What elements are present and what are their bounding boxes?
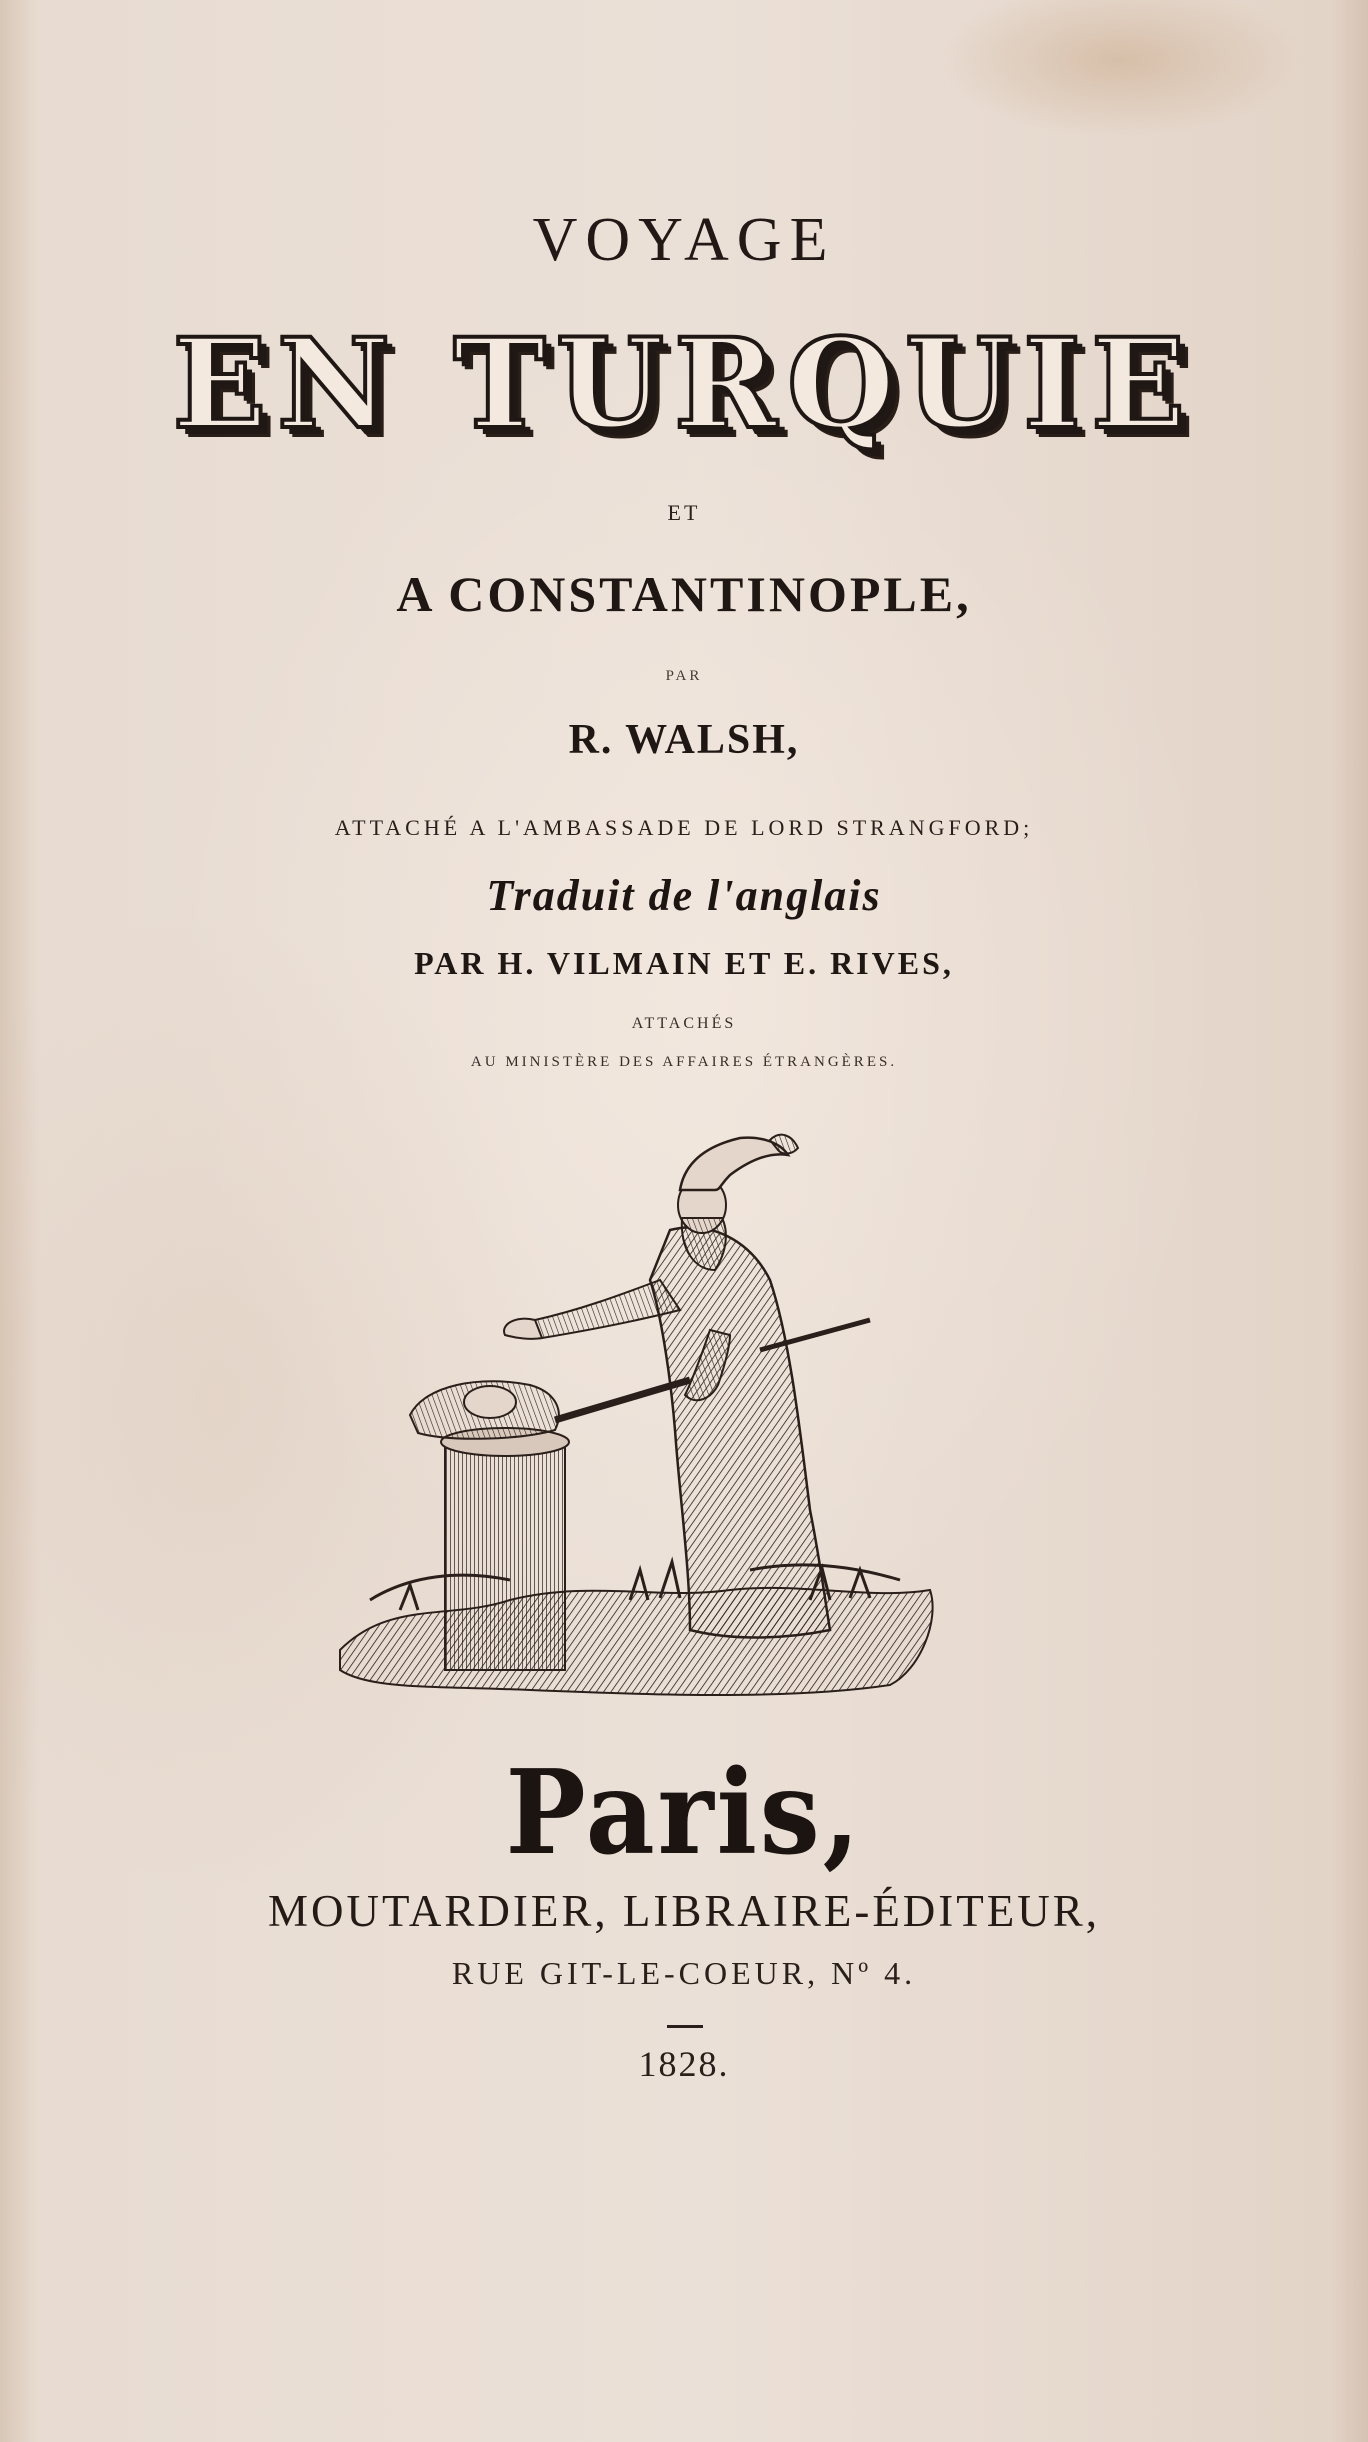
translators-position-1: ATTACHÉS [631, 1015, 737, 1032]
publisher: MOUTARDIER, LIBRAIRE-ÉDITEUR, [267, 1886, 1101, 1936]
divider-rule [667, 2025, 703, 2028]
title-voyage: VOYAGE [532, 206, 836, 274]
translated-from: Traduit de l'anglais [486, 871, 882, 920]
title-constantinople: A CONSTANTINOPLE, [396, 566, 972, 622]
publication-year: 1828. [638, 2044, 730, 2084]
translators-position-2: AU MINISTÈRE DES AFFAIRES ÉTRANGÈRES. [470, 1054, 898, 1070]
author-position: ATTACHÉ A L'AMBASSADE DE LORD STRANGFORD; [334, 815, 1034, 840]
title-en-turquie: EN TURQUIE [172, 312, 1196, 457]
engraving-illustration [330, 1130, 950, 1710]
by-label: PAR [665, 668, 703, 684]
translators: PAR H. VILMAIN ET E. RIVES, [414, 945, 954, 981]
title-conjunction: ET [667, 500, 701, 525]
author-name: R. WALSH, [568, 717, 800, 763]
publisher-address: RUE GIT-LE-COEUR, Nº 4. [451, 1955, 917, 1991]
publication-city: Paris, [505, 1745, 863, 1881]
